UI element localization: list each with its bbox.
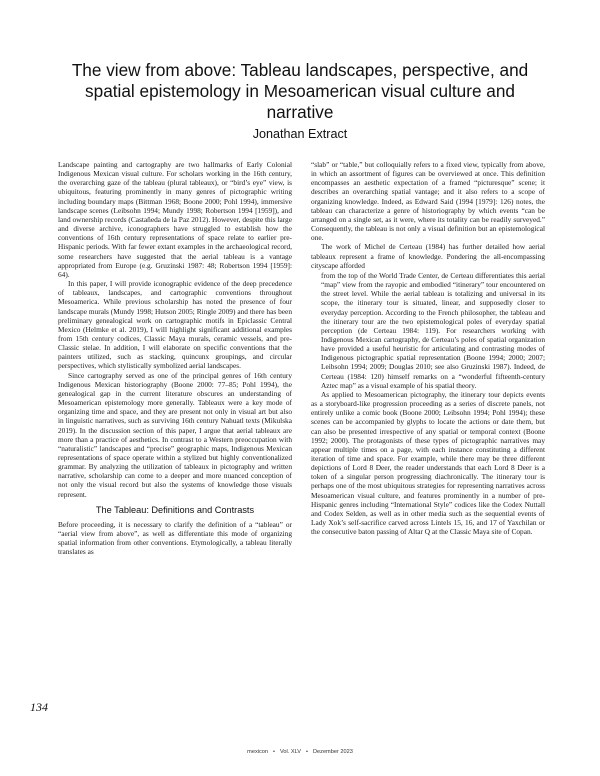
footer-journal: mexicon [247,749,269,755]
body-paragraph: Before proceeding, it is necessary to clarify the definition of a “tableau” or “aerial view from above”, as well as differentiate this mode of organizing spatial information from other conventions. Etymologically, a tableau literally translates as [58,519,292,557]
body-paragraph: In this paper, I will provide iconographic evidence of the deep precedence of tableaux, landscapes, and cartographic conventions throughout Mesoamerica. While previous scholarship has noted the presence of four landscape murals (Mundy 1998; Hutson 2005; Ringle 2009) and there has been preliminary genealogical work on cartographic motifs in Epiclassic Central Mexico (Helmke et al. 2019), I will highlight significant additional examples from 15th century codices, Classic Maya murals, ceramic vessels, and pre-Classic stelae. In addition, I will elaborate on specific conventions that the painters utilized, such as stacking, quincunx groupings, and circular perspectives, which stylistically symbolized aerial landscapes. [58,279,292,371]
left-column [58,160,292,706]
right-column [311,160,545,706]
body-paragraph: Since cartography served as one of the principal genres of 16th century Indigenous Mexican historiography (Boone 2000: 77–85; Pohl 1994), the genealogical gap in the current literature obscures an understanding of Mesoamerican epistemology more generally. Tableaux were a key mode of organizing time and space, and they are present not only in visual art but also in linguistic narratives, such as surviving 16th century Nahuatl texts (Mikulska 2019). In the discussion section of this paper, I argue that aerial tableaux are more than a practice of aesthetics. In contrast to a Western preoccupation with “naturalistic” landscapes and “precise” geographic maps, Indigenous Mexican representations of space operate within a stylized but highly conventionalized grammar. By analyzing the utilization of tableaux in pictography and written narrative, scholarship can come to a deeper and more nuanced conception of not only the visual record but also the systems of knowledge those visuals represent. [58,370,292,499]
footer-separator: • [273,749,275,755]
body-paragraph: The work of Michel de Certeau (1984) has further detailed how aerial tableaux represent a frame of knowledge. Pondering the all-encompassing cityscape afforded [311,242,545,270]
footer-date: Dezember 2023 [313,749,353,755]
footer-separator: • [306,749,308,755]
body-paragraph: from the top of the World Trade Center, de Certeau differentiates this aerial “map” view from the rayopic and embodied “itinerary” tour encountered on the street level. While the aerial tableau is totalizing and universal in its scope, the itinerary tour is situated, linear, and supposedly closer to everyday perception. According to the French philosopher, the tableau and the itinerary tour are the two epistemological poles of everyday spatial perception (de Certeau 1984: 119). For researchers working with Indigenous Mexican cartography, de Certeau’s poles of spatial organization have provided a useful heuristic for articulating and contrasting modes of Indigenous pictographic spatial representation (Boone 1994; 2000; 2007; Leibsohn 1994; 2009; Douglas 2010; see also Gruzinski 1987). Indeed, de Certeau (1984: 120) himself remarks on a “wonderful fifteenth-century Aztec map” as a visual example of his spatial theory. [321,270,545,390]
author-name: Jonathan Extract [252,127,348,141]
footer-volume: Vol. XLV [279,749,302,755]
body-paragraph: “slab” or “table,” but colloquially refers to a fixed view, typically from above, in which an assortment of figures can be overviewed at once. This definition encompasses an aesthetic expectation of a framed “picturesque” scene; it describes an overarching spatial vantage; and it also refers to a scope of organizing knowledge. Indeed, as Edward Said (1994 [1979]: 126) notes, the tableau can characterize a genre of historiography by which events “can be arranged on a single set, as it were, where its totality can be readily surveyed.” Consequently, the tableau is not only a visual definition but an epistemological one. [311,160,545,243]
body-paragraph: As applied to Mesoamerican pictography, the itinerary tour depicts events as a storyboard-like progression proceeding as a series of discrete panels, not entirely unlike a comic book (Boone 2000; Leibsohn 1994; Pohl 1994); these scenes can be accompanied by glyphs to locate the actions or date them, but can also be presented irrespective of any spatial or temporal context (Boone 1992; 2000). The protagonists of these types of pictographic narratives may appear multiple times on a page, with each instance constituting a different iteration of time and space. For example, while there may be three different depictions of Lord 8 Deer, the reader understands that each Lord 8 Deer is a token of a singular person progressing diachronically. The itinerary tour is perhaps one of the most ubiquitous strategies for representing narratives across Mesoamerican visual culture, and features prominently in a number of pre-Hispanic genres including “International Style” codices like the Codex Nuttall and Codex Selden, as well as in other media such as the sequential events of Lady Xok’s self-sacrifice carved across Lintels 15, 16, and 17 of Yaxchilan or the consecutive baton passing of Altar Q at the Classic Maya site of Copan. [311,389,545,537]
page-footer [0,749,600,755]
body-paragraph: Landscape painting and cartography are two hallmarks of Early Colonial Indigenous Mexican visual culture. For scholars working in the 16th century, the overarching gaze of the tableau (plural tableaux), or “bird’s eye” view, is ubiquitous, featuring prominently in many genres of pictographic writing including boundary maps (Bittman 1968; Boone 2000; Pohl 1994), immersive landscape scenes (Leibsohn 1994; Mundy 1998; Robertson 1994 [1959]), and land ownership records (Castañeda de la Paz 2012). However, despite this large and diverse archive, iconographers have struggled to establish how the conventions of 16th century representations of space relate to earlier pre-Hispanic periods. With far fewer extant examples in the archaeological record, some researchers have suggested that the aerial tableau is a vantage appropriated from Europe (e.g. Gruzinski 1987: 48; Robertson 1994 [1959]: 64). [58,160,292,279]
section-heading: The Tableau: Definitions and Contrasts [95,504,255,515]
article-title: The view from above: Tableau landscapes, perspective, and spatial epistemology in Mesoamerican visual culture and narrative [71,60,529,122]
page-number: 134 [30,700,48,714]
